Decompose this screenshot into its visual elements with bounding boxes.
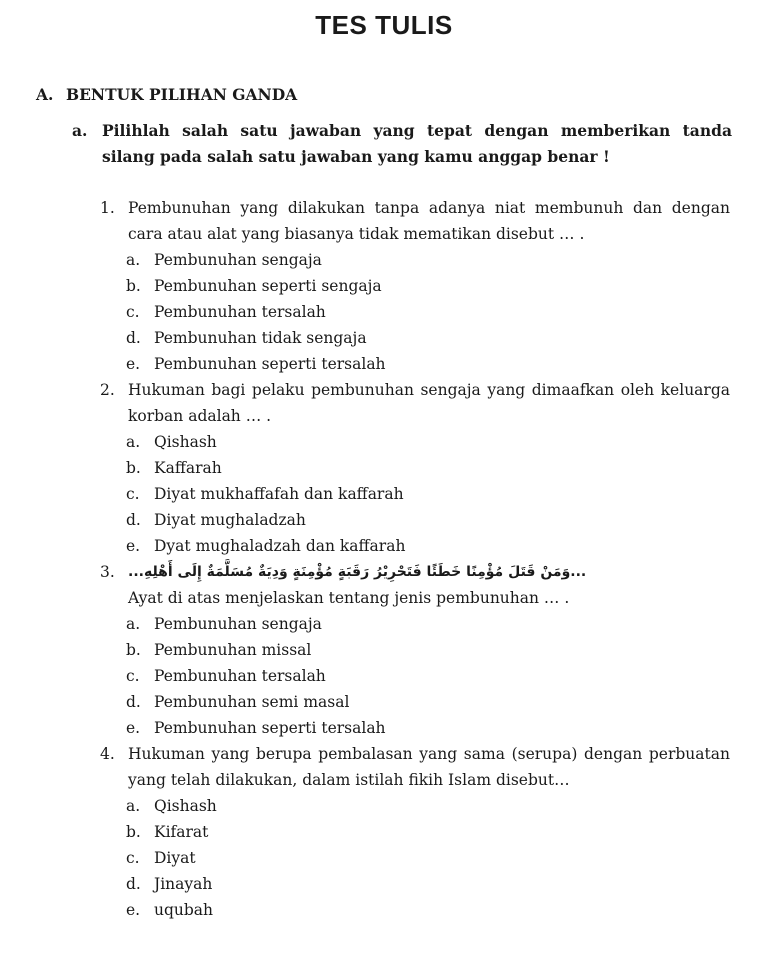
option-text: Kaffarah <box>154 459 222 477</box>
option-d[interactable] <box>100 507 730 533</box>
option-a[interactable] <box>100 247 730 273</box>
question-text: Hukuman bagi pelaku pembunuhan sengaja yang dimaafkan oleh keluarga korban adalah … . <box>128 381 730 425</box>
option-d[interactable] <box>100 325 730 351</box>
option-label: c. <box>126 667 140 685</box>
option-label: c. <box>126 303 140 321</box>
option-label: b. <box>126 823 141 841</box>
option-text: Diyat mughaladzah <box>154 511 306 529</box>
arabic-verse-container <box>128 559 730 585</box>
option-b[interactable] <box>100 637 730 663</box>
option-text: Qishash <box>154 433 217 451</box>
option-text: Pembunuhan seperti tersalah <box>154 355 386 373</box>
option-c[interactable] <box>100 663 730 689</box>
option-label: b. <box>126 641 141 659</box>
option-c[interactable] <box>100 481 730 507</box>
section-text: BENTUK PILIHAN GANDA <box>66 85 298 104</box>
question-text: Ayat di atas menjelaskan tentang jenis pembunuhan … . <box>128 589 570 607</box>
option-label: b. <box>126 459 141 477</box>
question-number: 3. <box>100 563 115 581</box>
option-text: Qishash <box>154 797 217 815</box>
option-label: a. <box>126 433 141 451</box>
option-e[interactable] <box>100 897 730 923</box>
option-text: Jinayah <box>154 875 213 893</box>
option-label: a. <box>126 797 141 815</box>
question-4 <box>100 741 730 923</box>
option-list <box>100 429 730 559</box>
arabic-verse: ...وَمَنْ قَتَلَ مُؤْمِنًا خَطَئًا فَتَحْرِيْرُ رَقَبَةٍ مُؤْمِنَةٍ وَدِيَةٌ مُسَلَّمَةٌ إِلَى أَهْلِهِ... <box>128 564 587 580</box>
option-label: d. <box>126 875 141 893</box>
option-list <box>100 793 730 923</box>
question-3 <box>100 559 730 741</box>
option-d[interactable] <box>100 689 730 715</box>
option-text: Diyat mukhaffafah dan kaffarah <box>154 485 404 503</box>
option-label: c. <box>126 849 140 867</box>
option-a[interactable] <box>100 611 730 637</box>
option-text: Pembunuhan semi masal <box>154 693 350 711</box>
option-text: uqubah <box>154 901 214 919</box>
option-label: d. <box>126 693 141 711</box>
option-text: Pembunuhan tersalah <box>154 667 326 685</box>
option-text: Pembunuhan seperti tersalah <box>154 719 386 737</box>
option-e[interactable] <box>100 351 730 377</box>
section-heading <box>36 84 297 106</box>
option-list <box>100 247 730 377</box>
question-text: Pembunuhan yang dilakukan tanpa adanya niat membunuh dan dengan cara atau alat yang biasanya tidak mematikan disebut … . <box>128 199 730 243</box>
option-text: Pembunuhan sengaja <box>154 251 322 269</box>
option-label: d. <box>126 329 141 347</box>
question-number: 4. <box>100 745 115 763</box>
option-text: Pembunuhan tersalah <box>154 303 326 321</box>
option-b[interactable] <box>100 273 730 299</box>
option-text: Pembunuhan tidak sengaja <box>154 329 367 347</box>
option-label: e. <box>126 901 141 919</box>
option-label: d. <box>126 511 141 529</box>
question-text: Hukuman yang berupa pembalasan yang sama (serupa) dengan perbuatan yang telah dilakukan, dalam istilah fikih Islam disebut… <box>128 745 730 789</box>
option-b[interactable] <box>100 819 730 845</box>
instruction <box>72 118 732 170</box>
option-text: Pembunuhan sengaja <box>154 615 322 633</box>
question-number: 1. <box>100 199 115 217</box>
question-2 <box>100 377 730 559</box>
option-a[interactable] <box>100 429 730 455</box>
option-label: e. <box>126 537 141 555</box>
option-text: Kifarat <box>154 823 209 841</box>
instruction-text: Pilihlah salah satu jawaban yang tepat dengan memberikan tanda silang pada salah satu jawaban yang kamu anggap benar ! <box>102 121 732 166</box>
option-label: c. <box>126 485 140 503</box>
option-c[interactable] <box>100 845 730 871</box>
option-label: e. <box>126 719 141 737</box>
option-label: b. <box>126 277 141 295</box>
option-text: Pembunuhan missal <box>154 641 312 659</box>
option-d[interactable] <box>100 871 730 897</box>
option-label: a. <box>126 615 141 633</box>
option-a[interactable] <box>100 793 730 819</box>
option-label: a. <box>126 251 141 269</box>
question-1 <box>100 195 730 377</box>
page-title: TES TULIS <box>315 10 453 40</box>
option-text: Dyat mughaladzah dan kaffarah <box>154 537 406 555</box>
question-list <box>100 195 730 923</box>
option-text: Pembunuhan seperti sengaja <box>154 277 382 295</box>
option-e[interactable] <box>100 715 730 741</box>
option-b[interactable] <box>100 455 730 481</box>
option-text: Diyat <box>154 849 196 867</box>
option-list <box>100 611 730 741</box>
question-number: 2. <box>100 381 115 399</box>
option-label: e. <box>126 355 141 373</box>
section-label: A. <box>36 85 54 104</box>
option-e[interactable] <box>100 533 730 559</box>
instruction-label: a. <box>72 121 88 140</box>
option-c[interactable] <box>100 299 730 325</box>
